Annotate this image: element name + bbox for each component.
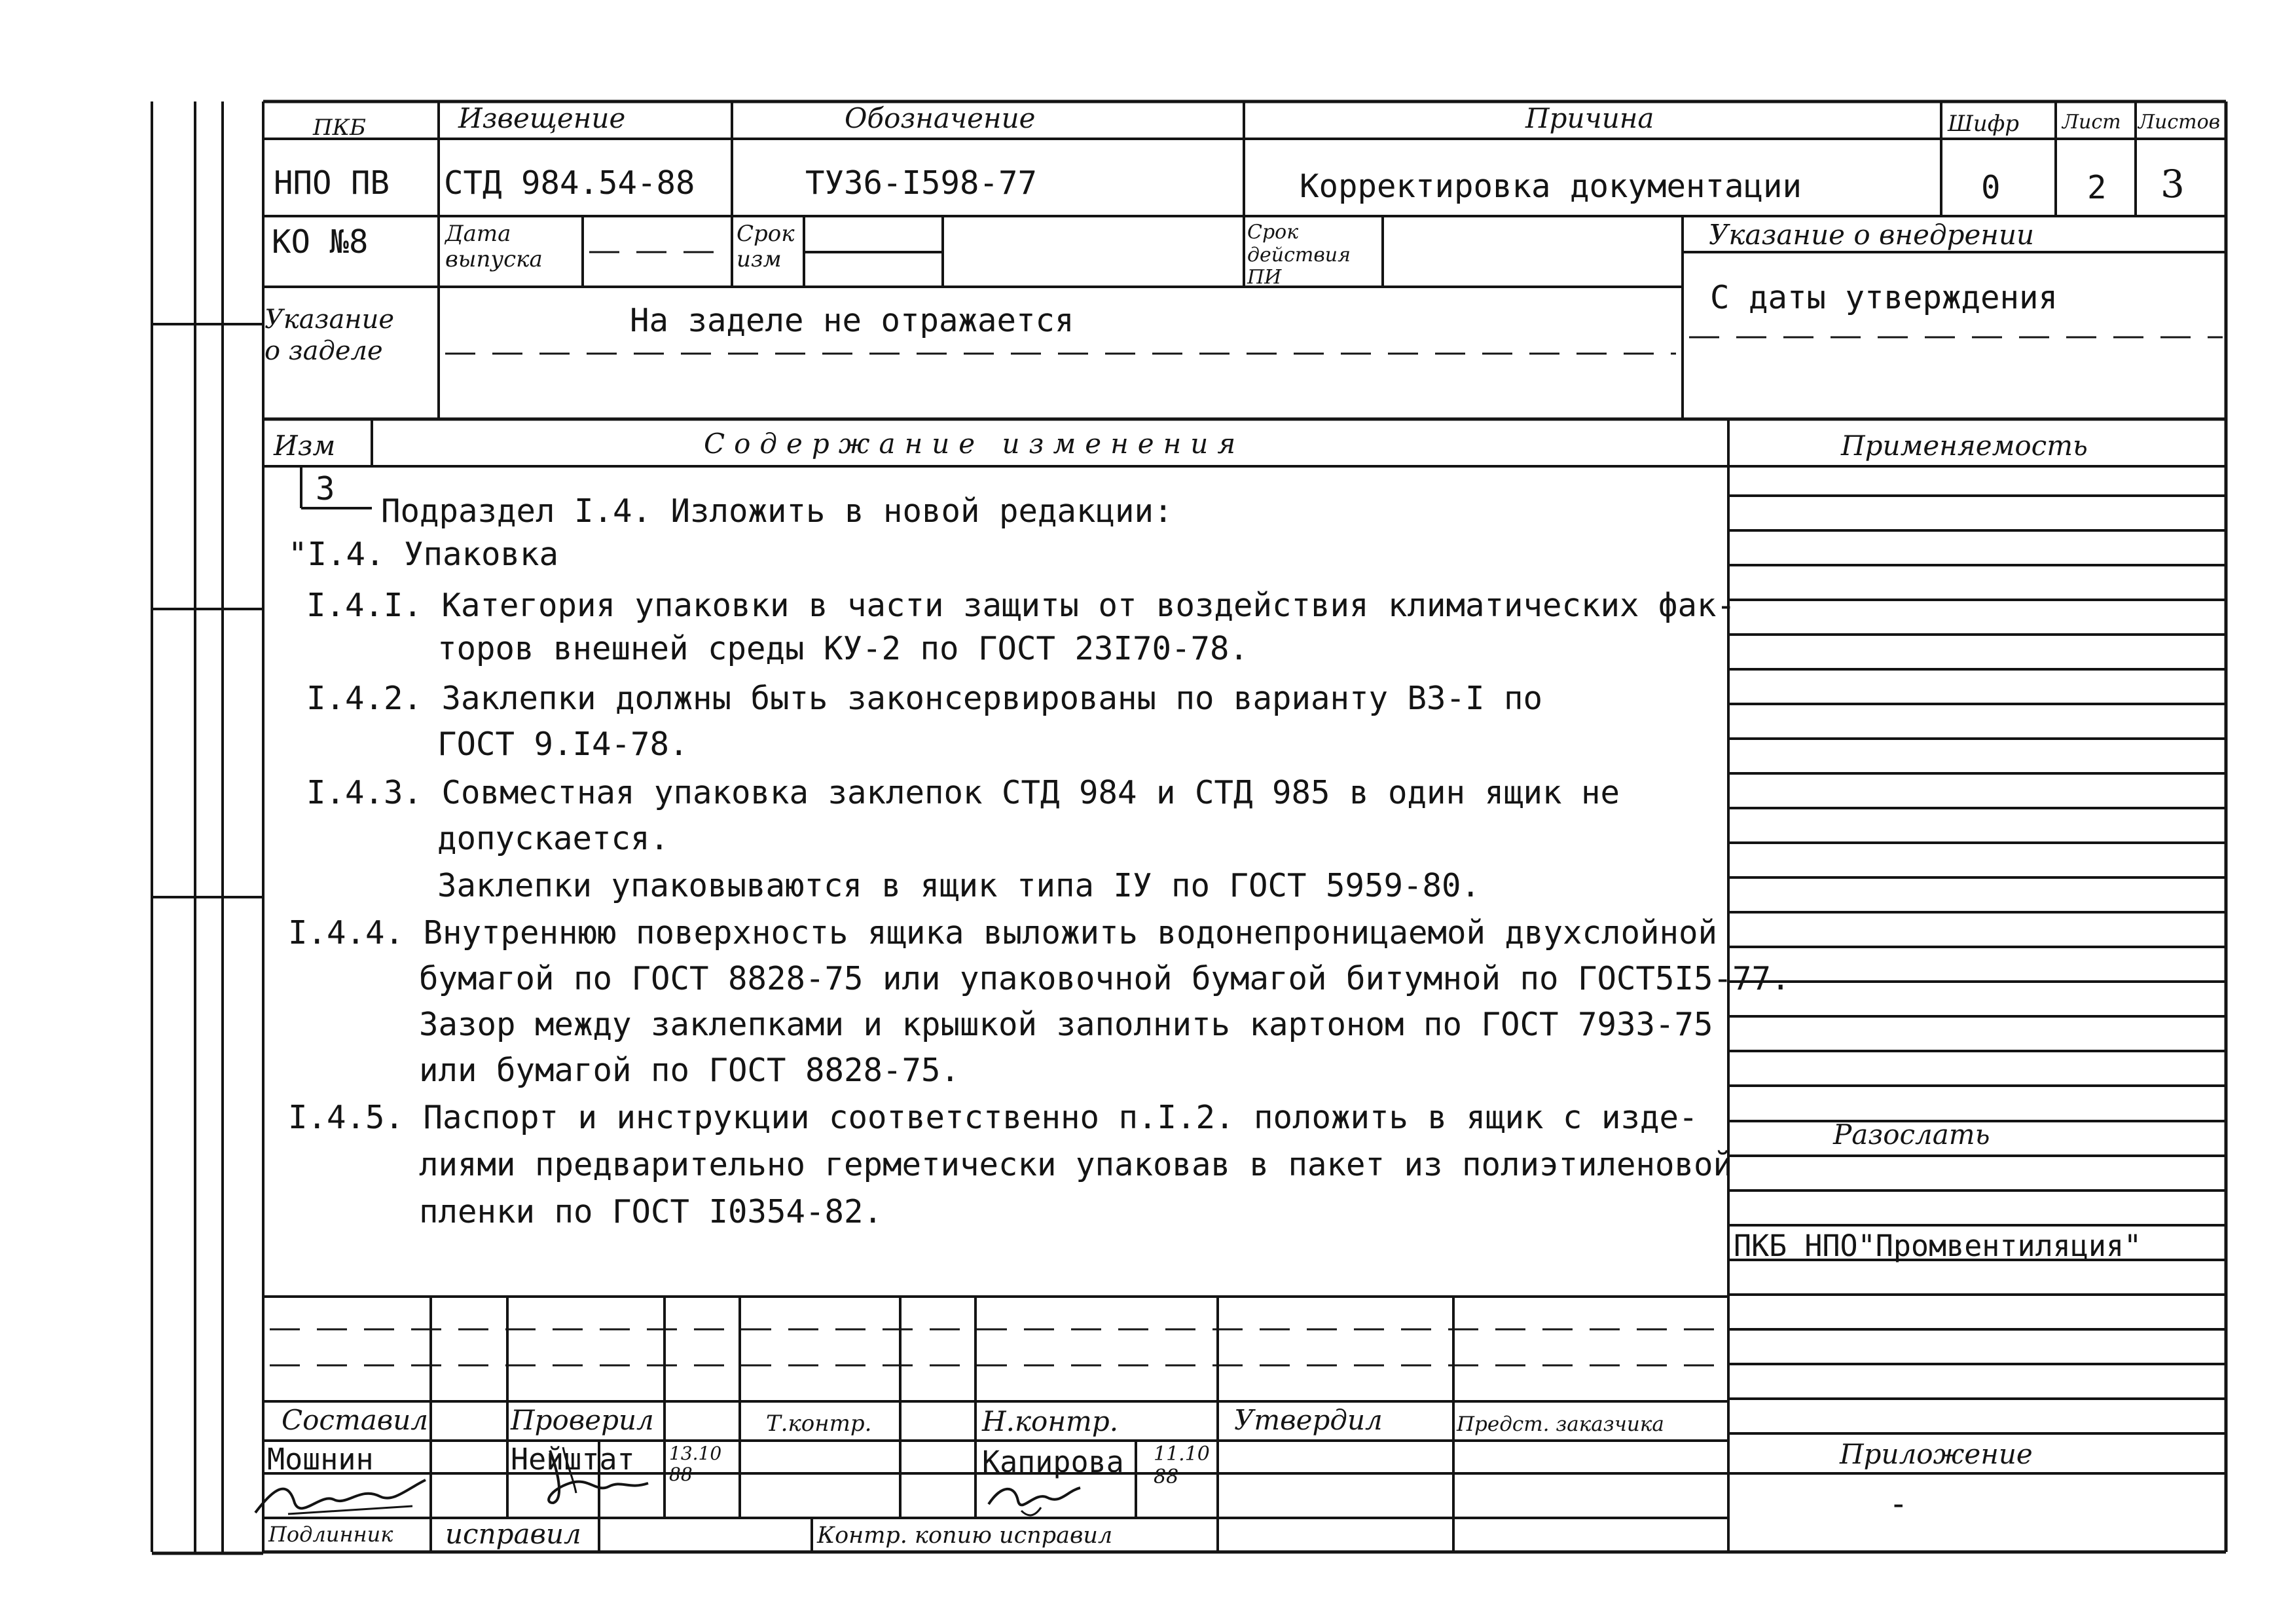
content-line: Зазор между заклепками и крышкой заполнить картоном по ГОСТ 7933-75 (419, 1006, 1713, 1043)
content-line: пленки по ГОСТ I0354-82. (419, 1193, 883, 1230)
checked-label: Проверил (511, 1404, 654, 1436)
content-line: I.4.I. Категория упаковки в части защиты от воздействия климатических фак- (306, 587, 1736, 624)
sheet-label: Лист (2062, 111, 2121, 134)
content-line: I.4.2. Заклепки должны быть законсервированы по варианту ВЗ-I по (306, 680, 1543, 717)
content-line: бумагой по ГОСТ 8828-75 или упаковочной бумагой битумной по ГОСТ5I5-77. (419, 960, 1791, 997)
appendix-value: - (1889, 1485, 1908, 1522)
signature-checked (537, 1437, 668, 1509)
change-no: 3 (316, 470, 335, 507)
ncontrol-label: Н.контр. (982, 1405, 1119, 1437)
content-line: торов внешней среды КУ-2 по ГОСТ 23I70-78. (437, 630, 1249, 667)
change-no-label: Изм (274, 430, 336, 462)
checked-date: 13.10 88 (669, 1443, 722, 1486)
customer-label: Предст. заказчика (1457, 1412, 1664, 1436)
code-value: 0 (1981, 169, 2001, 206)
copy-label: Контр. копию исправил (817, 1522, 1113, 1549)
release-date-label: Дата выпуска (445, 221, 543, 273)
checked-by: Нейштат (511, 1442, 635, 1477)
org-name: НПО ПВ (274, 164, 390, 202)
ncontrol-date: 11.10 88 (1154, 1443, 1210, 1488)
backlog-text: На заделе не отражается (630, 302, 1074, 339)
notice-label: Извещение (458, 102, 626, 134)
ko-number: КО №8 (272, 223, 369, 261)
reason-value: Корректировка документации (1300, 168, 1802, 205)
approved-label: Утвердил (1234, 1404, 1383, 1436)
content-line: Заклепки упаковываются в ящик типа IУ по ГОСТ 5959-80. (437, 867, 1481, 904)
designation-value: ТУ36-I598-77 (805, 164, 1038, 202)
org-label: ПКБ (313, 115, 366, 141)
sheets-label: Листов (2138, 111, 2221, 134)
term-label: Срок изм (737, 221, 795, 273)
signature-ncontrol (982, 1475, 1087, 1521)
content-line: лиями предварительно герметически упаковав в пакет из полиэтиленовой (419, 1146, 1733, 1183)
implementation-label: Указание о внедрении (1709, 219, 2035, 251)
appendix-label: Приложение (1840, 1438, 2033, 1470)
code-label: Шифр (1948, 111, 2020, 137)
content-line: или бумагой по ГОСТ 8828-75. (419, 1052, 960, 1089)
send-to: ПКБ НПО"Промвентиляция" (1734, 1228, 2142, 1263)
content-line: допускается. (437, 820, 670, 857)
content-line: I.4.4. Внутреннюю поверхность ящика выложить водонепроницаемой двухслойной (288, 914, 1718, 951)
applicability-label: Применяемость (1841, 430, 2088, 462)
content-line: Подраздел I.4. Изложить в новой редакции: (381, 492, 1173, 530)
send-label: Разослать (1833, 1118, 1990, 1151)
content-heading: Содержание изменения (704, 428, 1245, 460)
content-line: "I.4. Упаковка (288, 536, 559, 573)
reason-label: Причина (1525, 102, 1654, 134)
content-line: ГОСТ 9.I4-78. (437, 726, 689, 763)
sheet-value: 2 (2087, 169, 2107, 206)
tcontrol-label: Т.контр. (766, 1411, 872, 1437)
signature-compiled (249, 1467, 432, 1526)
implementation-value: С даты утверждения (1710, 279, 2058, 316)
designation-label: Обозначение (845, 102, 1036, 134)
backlog-label: Указание о заделе (264, 304, 395, 366)
ncontrol-by: Капирова (982, 1445, 1124, 1479)
notice-number: СТД 984.54-88 (444, 164, 695, 202)
content-line: I.4.5. Паспорт и инструкции соответственно п.I.2. положить в ящик с изде- (288, 1099, 1698, 1136)
sheets-value: 3 (2160, 162, 2185, 206)
compiled-by: Мошнин (267, 1442, 374, 1477)
corrected-label: исправил (445, 1518, 581, 1550)
original-label: Подлинник (268, 1522, 393, 1547)
compiled-label: Составил (282, 1404, 429, 1436)
validity-label: Срок действия ПИ (1247, 221, 1351, 289)
content-line: I.4.3. Совместная упаковка заклепок СТД 984 и СТД 985 в один ящик не (306, 774, 1620, 811)
